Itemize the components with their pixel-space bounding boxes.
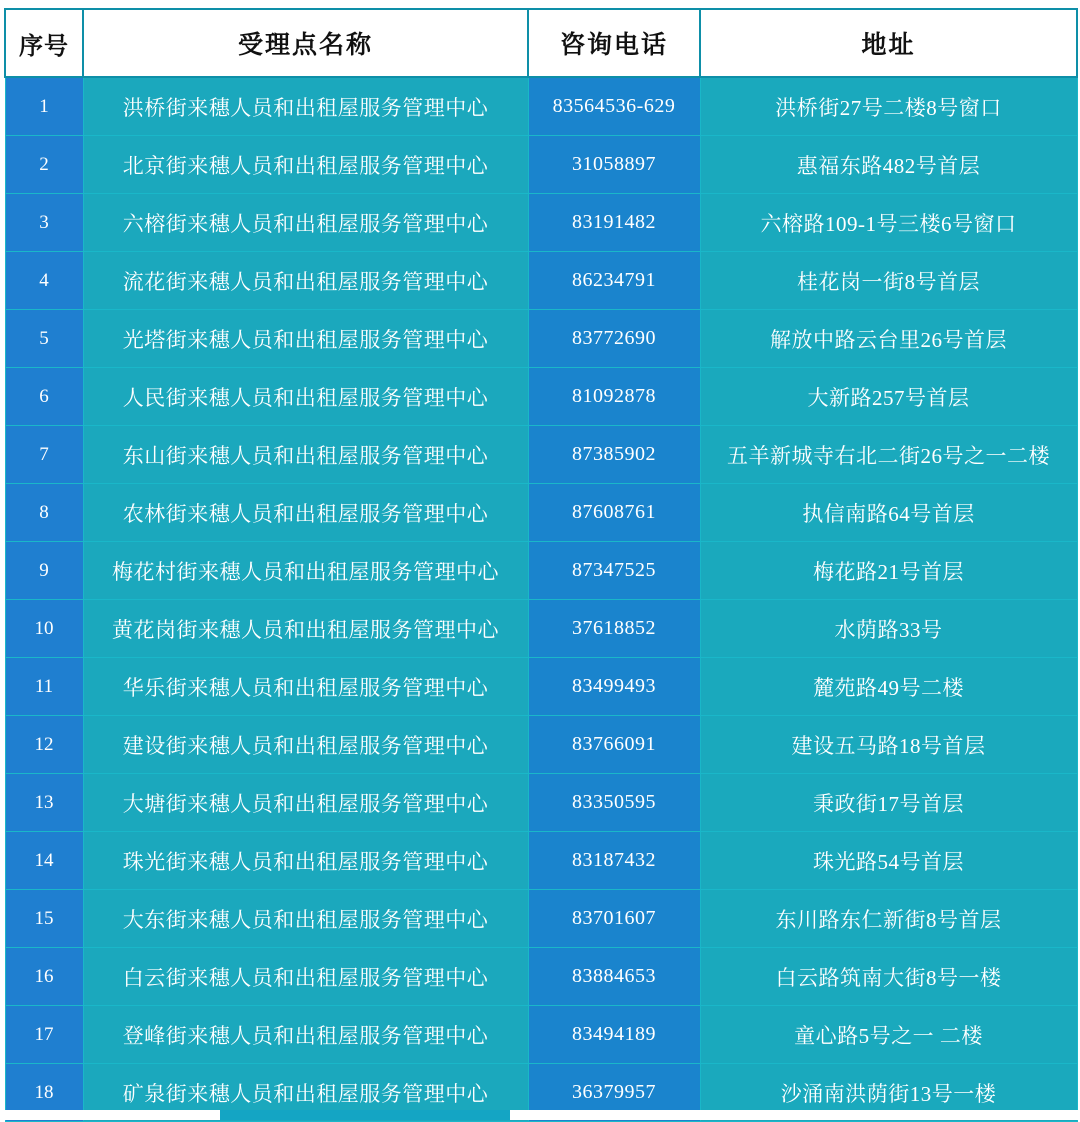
row-name: 人民街来穗人员和出租屋服务管理中心 xyxy=(83,368,528,426)
row-phone: 83772690 xyxy=(528,310,700,368)
row-phone: 83499493 xyxy=(528,658,700,716)
row-index: 8 xyxy=(5,484,83,542)
row-name: 北京街来穗人员和出租屋服务管理中心 xyxy=(83,136,528,194)
row-address: 惠福东路482号首层 xyxy=(700,136,1077,194)
row-phone: 83564536-629 xyxy=(528,77,700,136)
table-row xyxy=(5,948,1077,1006)
table-row xyxy=(5,426,1077,484)
row-phone: 83191482 xyxy=(528,194,700,252)
row-address: 解放中路云台里26号首层 xyxy=(700,310,1077,368)
row-address: 水荫路33号 xyxy=(700,600,1077,658)
row-address: 五羊新城寺右北二街26号之一二楼 xyxy=(700,426,1077,484)
row-name: 大东街来穗人员和出租屋服务管理中心 xyxy=(83,890,528,948)
row-address: 大新路257号首层 xyxy=(700,368,1077,426)
table-row xyxy=(5,194,1077,252)
row-name: 黄花岗街来穗人员和出租屋服务管理中心 xyxy=(83,600,528,658)
reception-points-document xyxy=(0,8,1080,1120)
row-phone: 83766091 xyxy=(528,716,700,774)
row-index: 11 xyxy=(5,658,83,716)
table-row xyxy=(5,600,1077,658)
row-index: 15 xyxy=(5,890,83,948)
row-name: 珠光街来穗人员和出租屋服务管理中心 xyxy=(83,832,528,890)
row-index: 2 xyxy=(5,136,83,194)
row-phone: 87347525 xyxy=(528,542,700,600)
row-name: 光塔街来穗人员和出租屋服务管理中心 xyxy=(83,310,528,368)
row-address: 东川路东仁新街8号首层 xyxy=(700,890,1077,948)
row-address: 六榕路109-1号三楼6号窗口 xyxy=(700,194,1077,252)
table-row xyxy=(5,658,1077,716)
row-index: 5 xyxy=(5,310,83,368)
row-address: 童心路5号之一 二楼 xyxy=(700,1006,1077,1064)
row-index: 16 xyxy=(5,948,83,1006)
table-row xyxy=(5,832,1077,890)
row-phone: 86234791 xyxy=(528,252,700,310)
row-phone: 31058897 xyxy=(528,136,700,194)
table-header-row xyxy=(5,9,1077,77)
table-row xyxy=(5,310,1077,368)
row-phone: 83187432 xyxy=(528,832,700,890)
row-phone: 83701607 xyxy=(528,890,700,948)
row-index: 1 xyxy=(5,77,83,136)
row-name: 建设街来穗人员和出租屋服务管理中心 xyxy=(83,716,528,774)
column-header-index: 序号 xyxy=(5,9,83,77)
row-index: 7 xyxy=(5,426,83,484)
row-address: 桂花岗一街8号首层 xyxy=(700,252,1077,310)
row-index: 17 xyxy=(5,1006,83,1064)
column-header-name: 受理点名称 xyxy=(83,9,528,77)
table-row xyxy=(5,136,1077,194)
row-index: 12 xyxy=(5,716,83,774)
row-phone: 83494189 xyxy=(528,1006,700,1064)
table-header xyxy=(5,9,1077,77)
row-address: 麓苑路49号二楼 xyxy=(700,658,1077,716)
row-address: 执信南路64号首层 xyxy=(700,484,1077,542)
table-row xyxy=(5,252,1077,310)
row-name: 农林街来穗人员和出租屋服务管理中心 xyxy=(83,484,528,542)
table-row xyxy=(5,716,1077,774)
table-row xyxy=(5,542,1077,600)
table-row xyxy=(5,484,1077,542)
row-index: 9 xyxy=(5,542,83,600)
row-index: 4 xyxy=(5,252,83,310)
row-index: 10 xyxy=(5,600,83,658)
row-name: 洪桥街来穗人员和出租屋服务管理中心 xyxy=(83,77,528,136)
row-name: 矿泉街来穗人员和出租屋服务管理中心 xyxy=(83,1064,528,1122)
row-address: 建设五马路18号首层 xyxy=(700,716,1077,774)
row-name: 梅花村街来穗人员和出租屋服务管理中心 xyxy=(83,542,528,600)
row-name: 东山街来穗人员和出租屋服务管理中心 xyxy=(83,426,528,484)
row-name: 华乐街来穗人员和出租屋服务管理中心 xyxy=(83,658,528,716)
row-index: 6 xyxy=(5,368,83,426)
row-index: 14 xyxy=(5,832,83,890)
row-phone: 87608761 xyxy=(528,484,700,542)
row-name: 六榕街来穗人员和出租屋服务管理中心 xyxy=(83,194,528,252)
row-name: 白云街来穗人员和出租屋服务管理中心 xyxy=(83,948,528,1006)
table-row xyxy=(5,368,1077,426)
row-phone: 81092878 xyxy=(528,368,700,426)
row-name: 流花街来穗人员和出租屋服务管理中心 xyxy=(83,252,528,310)
table-body xyxy=(5,77,1077,1122)
row-index: 13 xyxy=(5,774,83,832)
table-row xyxy=(5,774,1077,832)
row-phone: 37618852 xyxy=(528,600,700,658)
row-address: 珠光路54号首层 xyxy=(700,832,1077,890)
table-row xyxy=(5,890,1077,948)
row-phone: 83350595 xyxy=(528,774,700,832)
row-address: 沙涌南洪荫街13号一楼 xyxy=(700,1064,1077,1122)
reception-points-table xyxy=(4,8,1078,1122)
row-name: 大塘街来穗人员和出租屋服务管理中心 xyxy=(83,774,528,832)
row-name: 登峰街来穗人员和出租屋服务管理中心 xyxy=(83,1006,528,1064)
row-address: 白云路筑南大街8号一楼 xyxy=(700,948,1077,1006)
table-row xyxy=(5,77,1077,136)
column-header-phone: 咨询电话 xyxy=(528,9,700,77)
row-address: 洪桥街27号二楼8号窗口 xyxy=(700,77,1077,136)
table-row xyxy=(5,1006,1077,1064)
row-address: 梅花路21号首层 xyxy=(700,542,1077,600)
row-index: 3 xyxy=(5,194,83,252)
row-index: 18 xyxy=(5,1064,83,1122)
column-header-address: 地址 xyxy=(700,9,1077,77)
row-address: 秉政街17号首层 xyxy=(700,774,1077,832)
row-phone: 36379957 xyxy=(528,1064,700,1122)
row-phone: 83884653 xyxy=(528,948,700,1006)
row-phone: 87385902 xyxy=(528,426,700,484)
